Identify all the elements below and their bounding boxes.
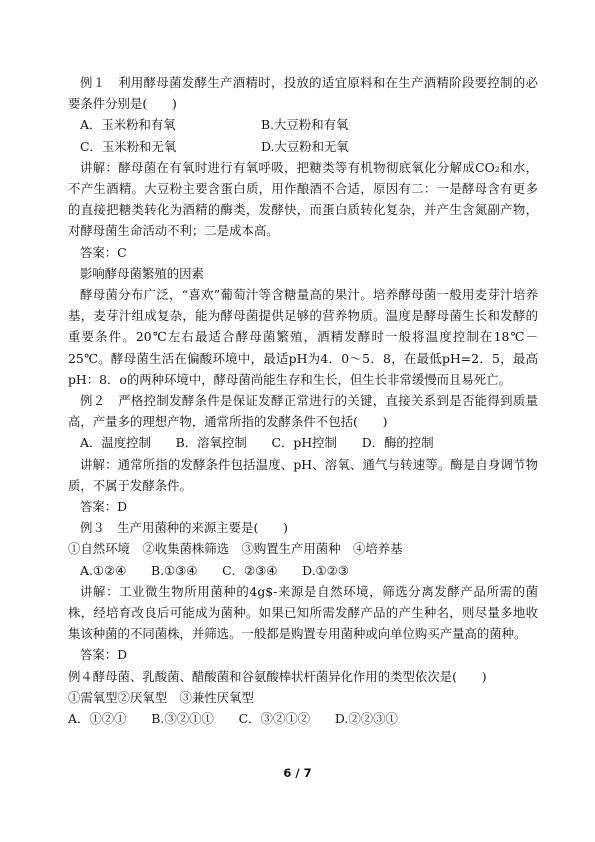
example-3-answer: 答案：D <box>80 647 128 663</box>
example-1-option-b: B.大豆粉和有氧 <box>261 117 349 133</box>
example-1-options-row-1 <box>68 114 538 135</box>
example-4-question: 例４酵母菌、乳酸菌、醋酸菌和谷氨酸棒状杆菌异化作用的类型依次是( ) <box>68 668 487 684</box>
example-1-option-a: A．玉米粉和有氧 <box>80 117 176 133</box>
example-4-options: A．①②① B.③②①① C．③②①② D.②②③① <box>68 711 398 727</box>
section-body: 酵母菌分布广泛，“喜欢”葡萄汁等含糖量高的果汁。培养酵母菌一般用麦芽汁培养基，麦芽汁组成复杂，能为酵母菌提供足够的营养物质。温度是酵母菌生长和发酵的重要条件。20℃左右最适合酵母菌繁殖，酒精发酵时一般将温度控制在18℃－25℃。酵母菌生活在偏酸环境中，最适pH为4．0～5．8，在最低pH=2．5，最高pH：8．o的两种环境中，酵母菌尚能生存和生长，但生长非常缓慢而且易死亡。 <box>68 287 538 387</box>
example-1-options-row-2 <box>68 136 538 157</box>
example-3-items: ①自然环境 ②收集菌株筛选 ③购置生产用菌种 ④培养基 <box>68 541 403 557</box>
example-2-question: 例２ 严格控制发酵条件是保证发酵正常进行的关键，直接关系到是否能得到质量高，产量多的理想产物，通常所指的发酵条件不包括( ) <box>68 393 538 430</box>
example-2-options: A．温度控制 B．溶氧控制 C．pH控制 D．酶的控制 <box>80 435 434 451</box>
example-4-items: ①需氧型②厌氧型 ③兼性厌氧型 <box>68 689 254 705</box>
example-2-answer: 答案：D <box>80 499 128 515</box>
example-1-answer: 答案：C <box>80 244 127 260</box>
example-3-options: A.①②④ B.①③④ C．②③④ D.①②③ <box>80 562 349 578</box>
page-content <box>68 72 538 729</box>
example-1-explanation: 讲解：酵母菌在有氧时进行有氧呼吸，把糖类等有机物彻底氧化分解成CO₂和水，不产生酒精。大豆粉主要含蛋白质，用作酿酒不合适，原因有二：一是酵母含有更多的直接把糖类转化为酒精的酶类，发酵快，而蛋白质转化复杂，并产生含氮副产物，对酵母菌生命活动不利；二是成本高。 <box>68 159 538 239</box>
example-2-explanation: 讲解：通常所指的发酵条件包括温度、pH、溶氧、通气与转速等。酶是自身调节物质，不属于发酵条件。 <box>68 456 538 493</box>
example-3-question: 例３ 生产用菌种的来源主要是( ) <box>80 520 288 536</box>
page-number: 6 / 7 <box>283 766 312 780</box>
example-1-question: 例１ 利用酵母菌发酵生产酒精时，投放的适宜原料和在生产酒精阶段要控制的必要条件分别是( ) <box>68 75 538 112</box>
section-heading: 影响酵母菌繁殖的因素 <box>80 265 204 281</box>
example-3-explanation: 讲解：工业微生物所用菌种的4g$-来源是自然环境，筛选分离发酵产品所需的菌株，经培育改良后可能成为菌种。如果已知所需发酵产品的产生种名，则尽量多地收集该种菌的不同菌株，并筛选。一般都是购置专用菌种或向单位购买产量高的菌种。 <box>68 583 538 642</box>
example-1-option-c: C．玉米粉和无氧 <box>80 138 177 154</box>
example-1-option-d: D.大豆粉和无氧 <box>261 138 349 154</box>
